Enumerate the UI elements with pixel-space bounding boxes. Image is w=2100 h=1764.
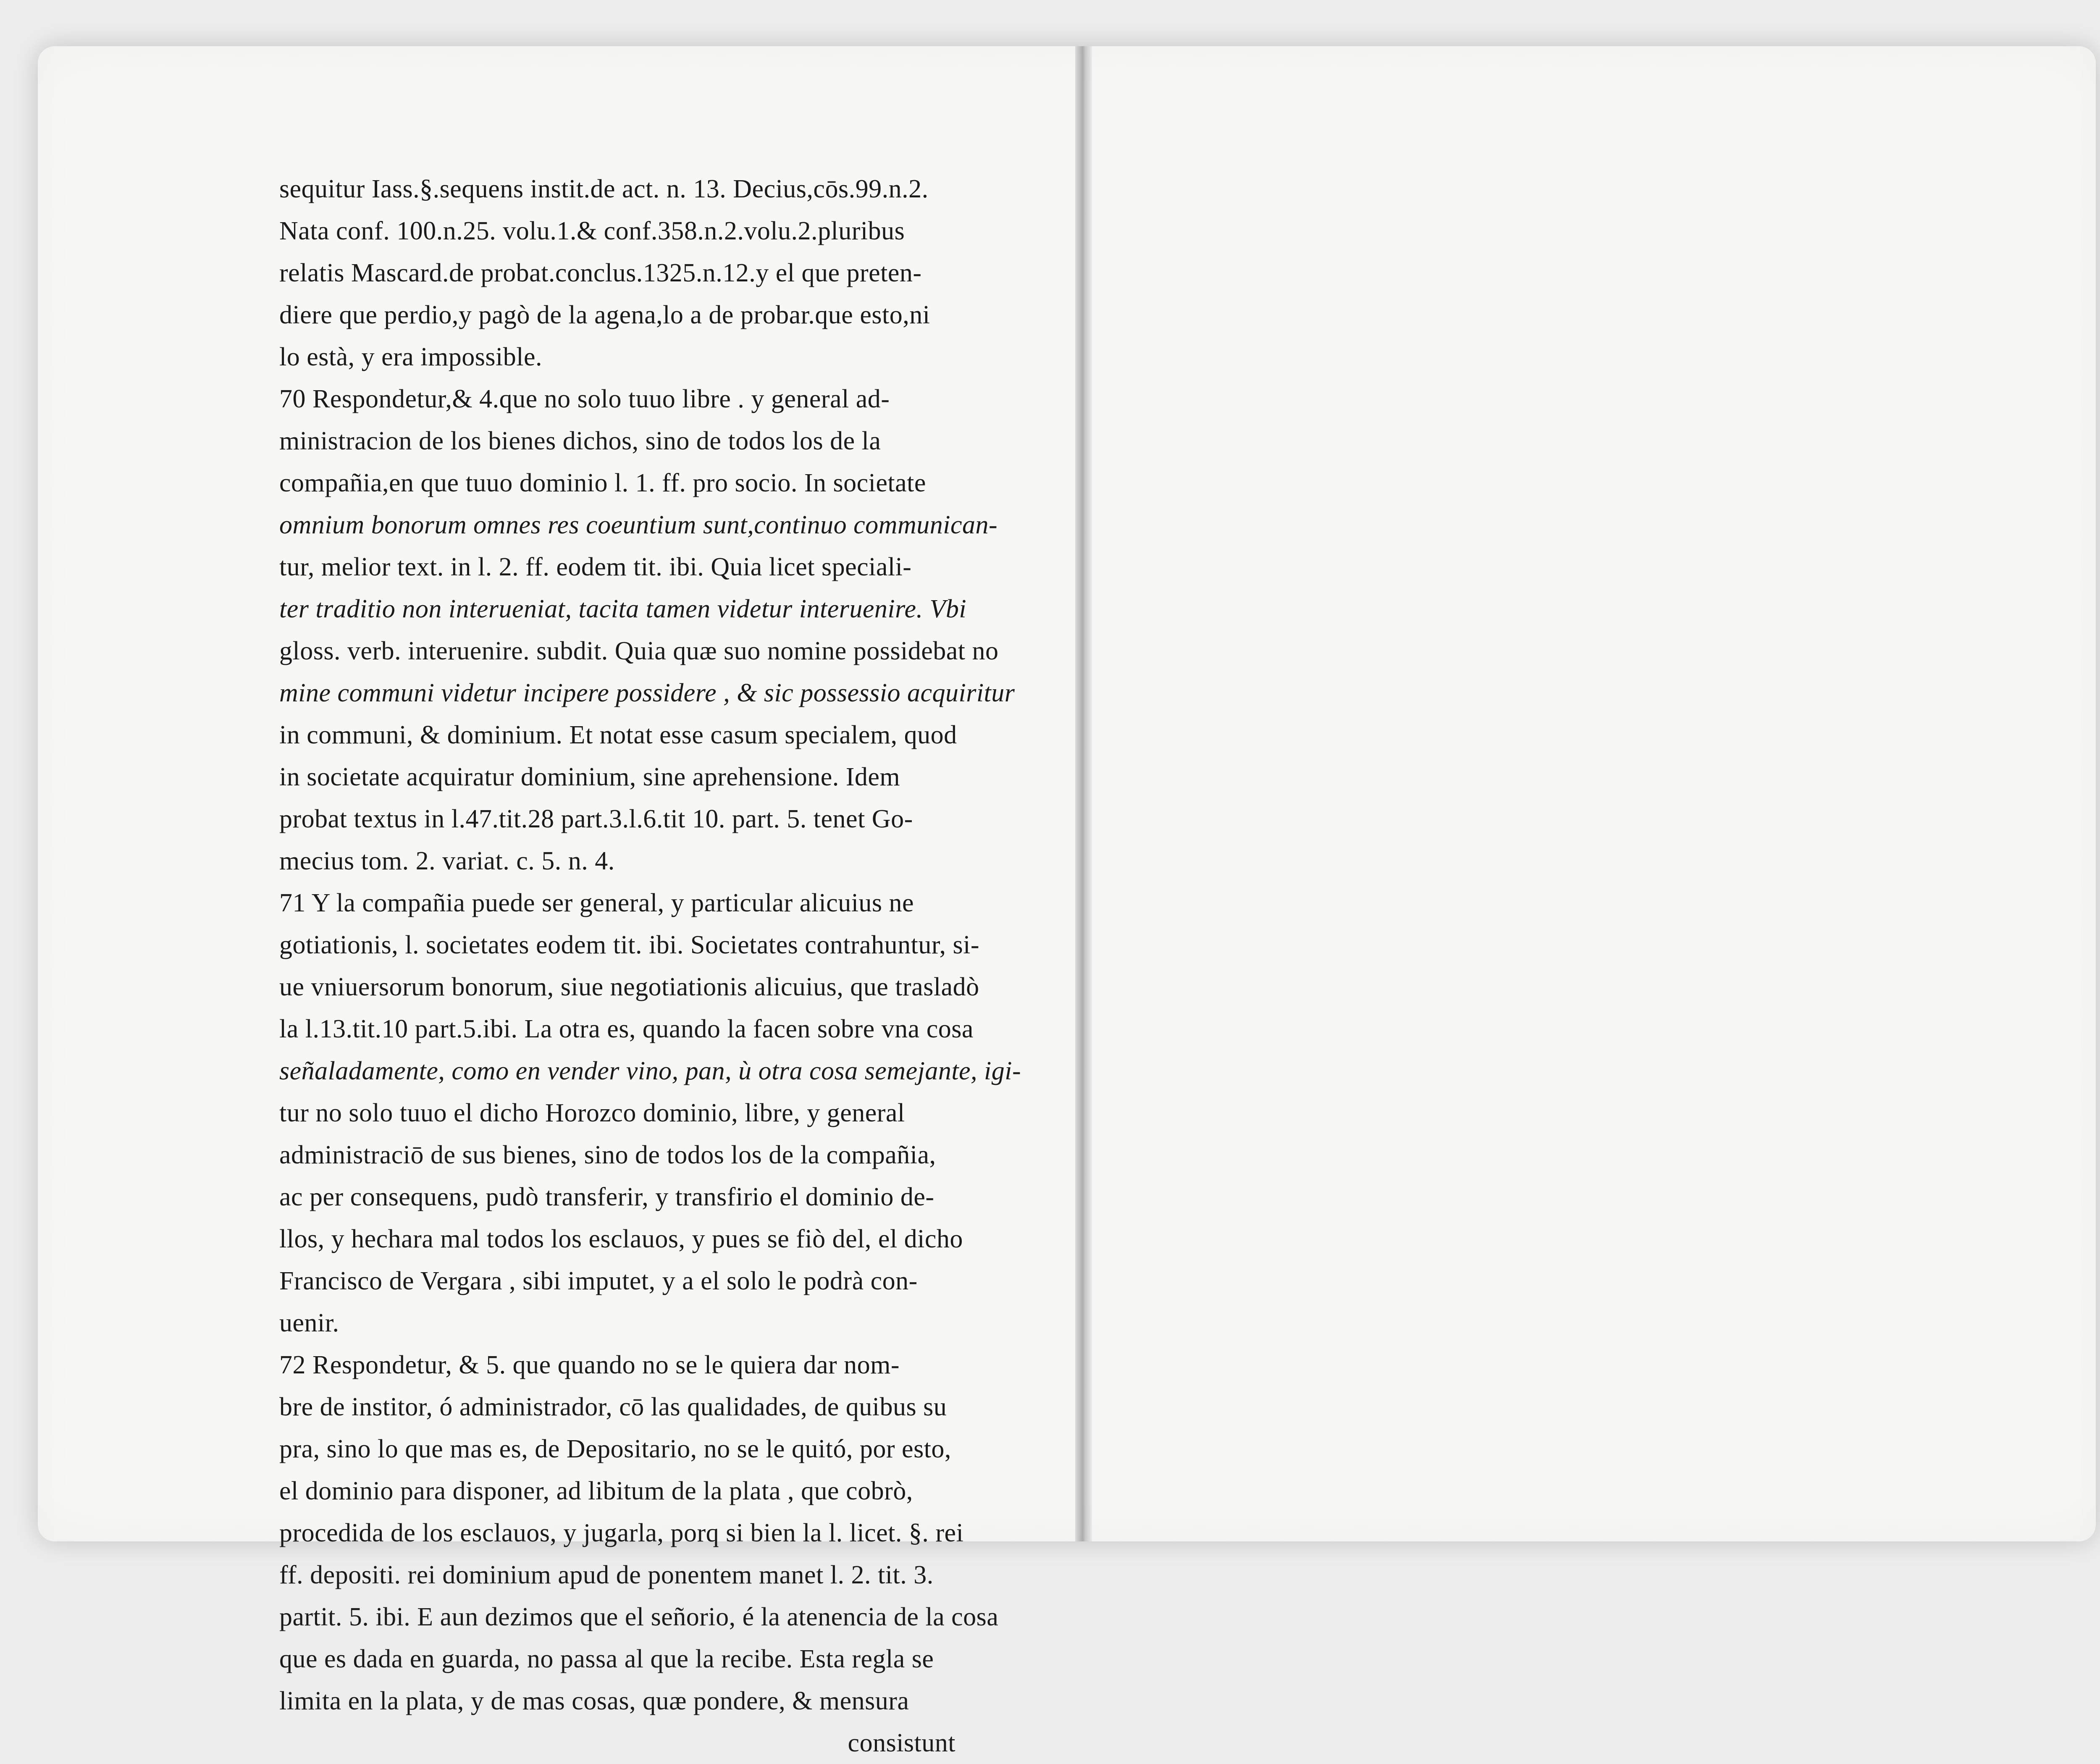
text-line: lo està, y era impossible. [279, 343, 542, 371]
text-line: gotiationis, l. societates eodem tit. ibi. Societates contrahuntur, si- [279, 931, 980, 959]
text-line: tur, melior text. in l. 2. ff. eodem tit. ibi. Quia licet speciali- [279, 553, 912, 581]
text-line: in communi, & dominium. Et notat esse casum specialem, quod [279, 721, 957, 749]
text-line: partit. 5. ibi. E aun dezimos que el señorio, é la atenencia de la cosa [279, 1603, 999, 1631]
text-line: ter traditio non interueniat, tacita tamen videtur interuenire. Vbi [279, 595, 967, 623]
text-line: ac per consequens, pudò transferir, y transfirio el dominio de- [279, 1183, 934, 1211]
text-line: diere que perdio,y pagò de la agena,lo a de probar.que esto,ni [279, 301, 930, 329]
text-line: que es dada en guarda, no passa al que la recibe. Esta regla se [279, 1645, 934, 1673]
text-line: limita en la plata, y de mas cosas, quæ pondere, & mensura [279, 1687, 909, 1715]
text-line: ue vniuersorum bonorum, siue negotiationis alicuius, que trasladò [279, 973, 979, 1001]
text-line: 70 Respondetur,& 4.que no solo tuuo libre . y general ad- [279, 385, 890, 413]
text-line: señaladamente, como en vender vino, pan, ù otra cosa semejante, igi- [279, 1057, 1021, 1085]
text-line: relatis Mascard.de probat.conclus.1325.n.12.y el que preten- [279, 259, 922, 287]
text-line: compañia,en que tuuo dominio l. 1. ff. pro socio. In societate [279, 469, 926, 497]
text-line: mecius tom. 2. variat. c. 5. n. 4. [279, 847, 615, 875]
text-line: administraciō de sus bienes, sino de todos los de la compañia, [279, 1141, 936, 1169]
text-line: probat textus in l.47.tit.28 part.3.l.6.tit 10. part. 5. tenet Go- [279, 805, 913, 833]
text-line: 71 Y la compañia puede ser general, y particular alicuius ne [279, 889, 914, 917]
text-line: tur no solo tuuo el dicho Horozco dominio, libre, y general [279, 1099, 905, 1127]
left-page-text-column [279, 168, 1021, 1764]
text-line: omnium bonorum omnes res coeuntium sunt,continuo communican- [279, 511, 998, 539]
text-line: uenir. [279, 1309, 339, 1337]
text-line: gloss. verb. interuenire. subdit. Quia quæ suo nomine possidebat no [279, 637, 999, 665]
text-line: pra, sino lo que mas es, de Depositario, no se le quitó, por esto, [279, 1435, 951, 1463]
text-line: mine communi videtur incipere possidere , & sic possessio acquiritur [279, 679, 1015, 707]
text-line: bre de institor, ó administrador, cō las qualidades, de quibus su [279, 1393, 947, 1421]
text-line: la l.13.tit.10 part.5.ibi. La otra es, quando la facen sobre vna cosa [279, 1015, 974, 1043]
text-line: ministracion de los bienes dichos, sino de todos los de la [279, 427, 881, 455]
text-line: sequitur Iass.§.sequens instit.de act. n. 13. Decius,cōs.99.n.2. [279, 175, 929, 203]
text-line: procedida de los esclauos, y jugarla, porq si bien la l. licet. §. rei [279, 1519, 964, 1547]
text-line: consistunt [848, 1729, 956, 1757]
text-line: ff. depositi. rei dominium apud de ponentem manet l. 2. tit. 3. [279, 1561, 934, 1589]
text-line: in societate acquiratur dominium, sine aprehensione. Idem [279, 763, 900, 791]
text-line: el dominio para disponer, ad libitum de la plata , que cobrò, [279, 1477, 913, 1505]
text-line: llos, y hechara mal todos los esclauos, y pues se fiò del, el dicho [279, 1225, 963, 1253]
text-line: Francisco de Vergara , sibi imputet, y a el solo le podrà con- [279, 1267, 918, 1295]
text-line: 72 Respondetur, & 5. que quando no se le quiera dar nom- [279, 1351, 900, 1379]
right-page [1084, 0, 2100, 1582]
text-line: Nata conf. 100.n.25. volu.1.& conf.358.n.2.volu.2.pluribus [279, 217, 905, 245]
